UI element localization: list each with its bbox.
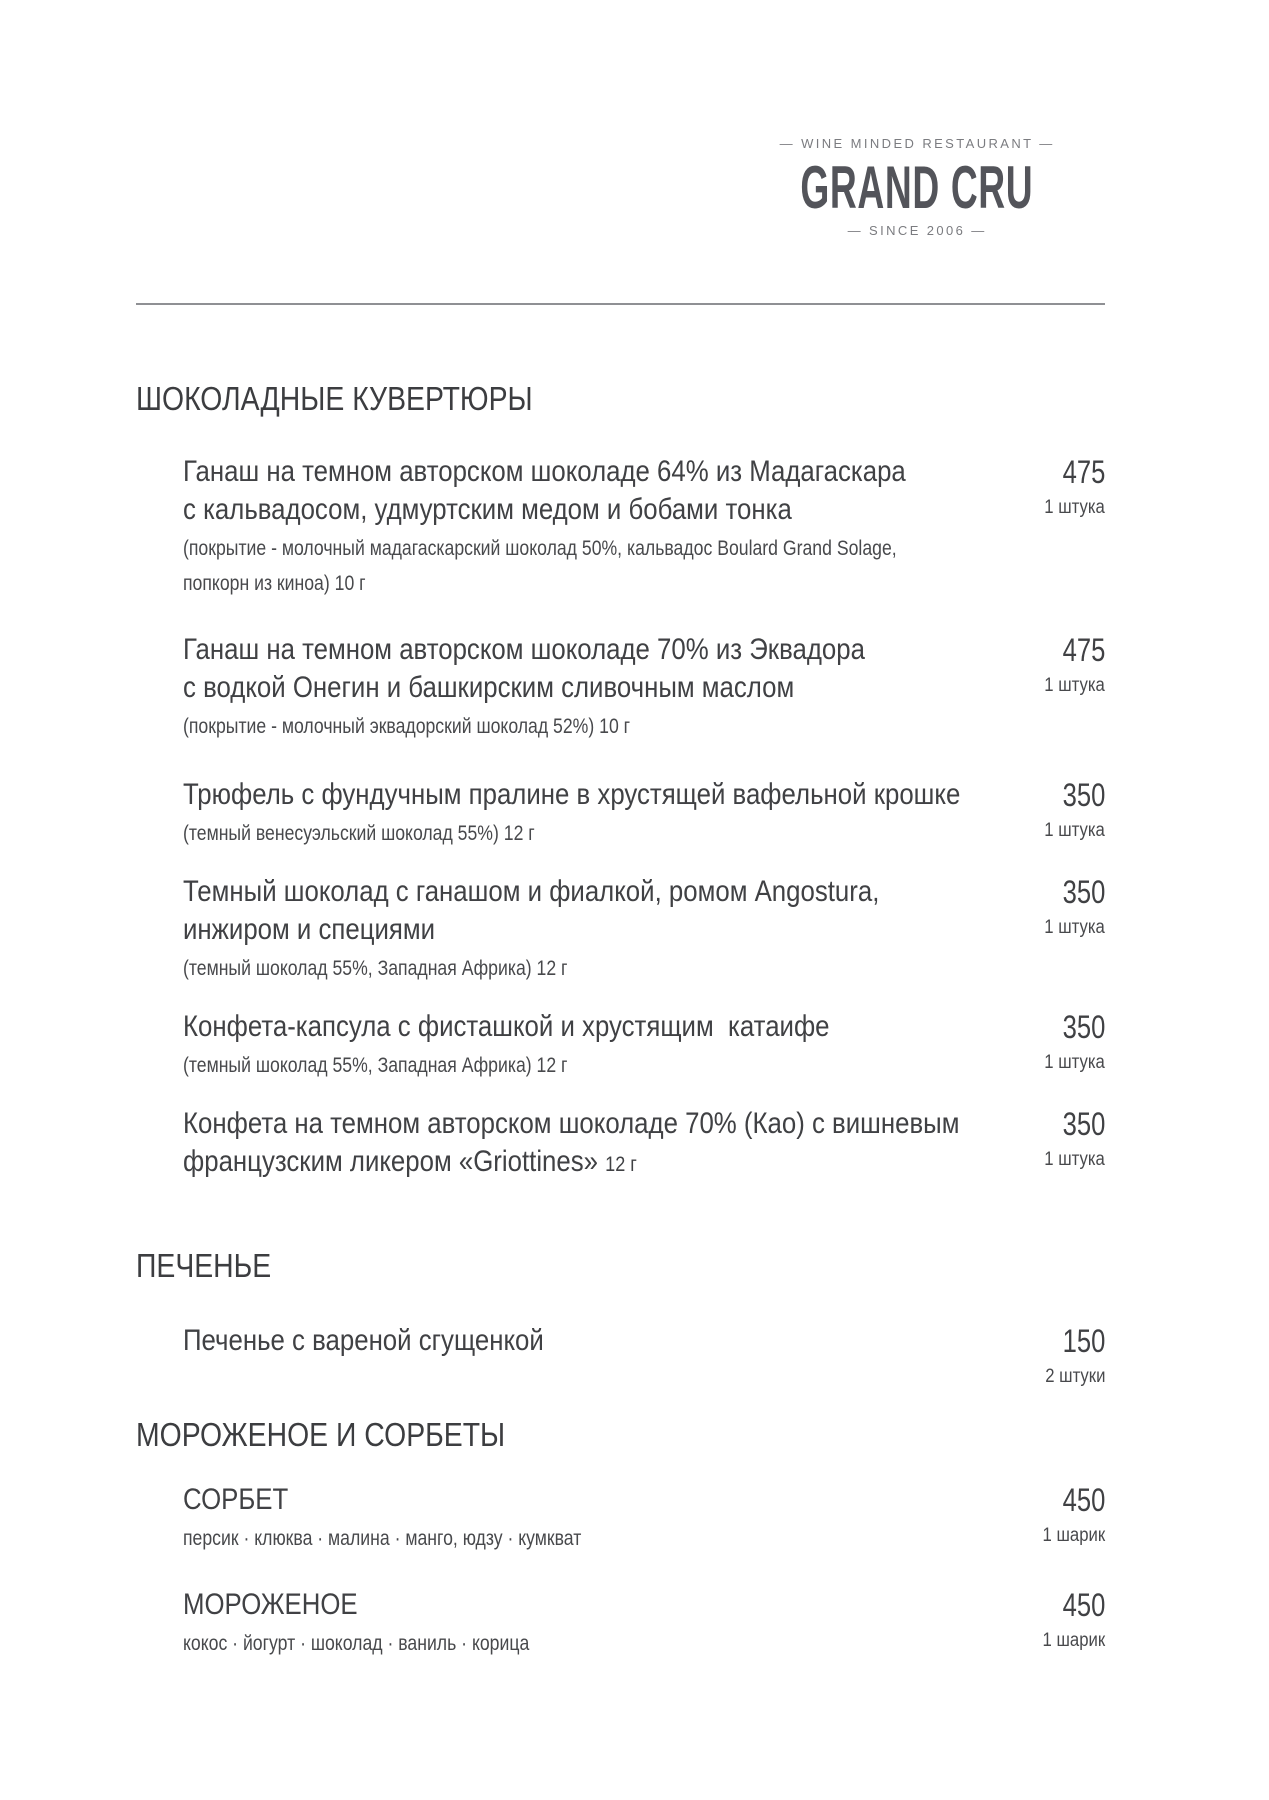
menu-item-price: 350	[1062, 1106, 1105, 1142]
menu-item-detail-line: попкорн из киноа) 10 г	[183, 572, 366, 595]
menu-item-text	[183, 1481, 1105, 1556]
section-items	[183, 1322, 1105, 1387]
menu-item-detail-line: (темный венесуэльский шоколад 55%) 12 г	[183, 822, 535, 845]
menu-item-price: 150	[1062, 1323, 1105, 1359]
menu-body	[136, 379, 1105, 1661]
menu-item-text	[183, 453, 1105, 601]
section-title: МОРОЖЕНОЕ И СОРБЕТЫ	[136, 1416, 506, 1453]
section-chocolate-couvertures	[136, 379, 1105, 1184]
menu-item-text	[183, 631, 1105, 744]
menu-item-price-block	[1036, 633, 1105, 697]
section-items	[183, 453, 1105, 1184]
menu-item-details	[183, 531, 955, 601]
menu-item-title-line: СОРБЕТ	[183, 1483, 289, 1516]
menu-item-unit: 1 штука	[1044, 917, 1105, 938]
menu-item	[183, 453, 1105, 601]
restaurant-logo	[729, 136, 1105, 239]
menu-item-price-block	[1036, 1107, 1105, 1171]
section-title: ПЕЧЕНЬЕ	[136, 1247, 272, 1284]
menu-item-title-line: Ганаш на темном авторском шоколаде 70% из Эквадора	[183, 633, 865, 666]
menu-item-text	[183, 1586, 1105, 1661]
menu-item-unit: 1 шарик	[1042, 1630, 1105, 1651]
menu-item-text	[183, 1105, 1105, 1184]
menu-item-title-line: Трюфель с фундучным пралине в хрустящей вафельной крошке	[183, 778, 961, 811]
menu-item-price-block	[1036, 778, 1105, 842]
menu-item-unit: 1 штука	[1044, 1052, 1105, 1073]
menu-item-detail-line: (темный шоколад 55%, Западная Африка) 12 г	[183, 1054, 568, 1077]
menu-item-title-line: с водкой Онегин и башкирским сливочным маслом	[183, 671, 795, 704]
menu-item-title-line: с кальвадосом, удмуртским медом и бобами тонка	[183, 493, 792, 526]
menu-item-unit: 1 шарик	[1042, 1525, 1105, 1546]
menu-item-detail-line: (покрытие - молочный эквадорский шоколад 52%) 10 г	[183, 715, 631, 738]
menu-item-price-block	[1034, 1483, 1105, 1547]
menu-item-unit: 1 штука	[1044, 1149, 1105, 1170]
menu-item-text	[183, 776, 1105, 851]
menu-item-price: 350	[1062, 777, 1105, 813]
menu-item-text	[183, 1322, 1105, 1360]
menu-item-price-block	[1036, 1010, 1105, 1074]
menu-item-text	[183, 873, 1105, 986]
restaurant-name: GRAND CRU	[800, 154, 1034, 221]
menu-item-details	[183, 1626, 955, 1661]
menu-item-text	[183, 1008, 1105, 1083]
menu-item-title-line: французским ликером «Griottines» 12 г	[183, 1145, 637, 1178]
section-items	[183, 1481, 1105, 1661]
menu-item	[183, 1105, 1105, 1184]
menu-item-title-line: Конфета на темном авторском шоколаде 70% (Као) с вишневым	[183, 1107, 960, 1140]
menu-item-price-block	[1034, 1588, 1105, 1652]
masthead	[136, 0, 1105, 239]
menu-item	[183, 631, 1105, 744]
menu-item-title-line: МОРОЖЕНОЕ	[183, 1588, 358, 1621]
menu-item-title-line: Конфета-капсула с фисташкой и хрустящим катаифе	[183, 1010, 830, 1043]
menu-item-title-line: Ганаш на темном авторском шоколаде 64% из Мадагаскара	[183, 455, 906, 488]
menu-item-unit: 1 штука	[1044, 675, 1105, 696]
menu-item-title-line: инжиром и специями	[183, 913, 436, 946]
menu-item-price-block	[1036, 875, 1105, 939]
menu-item-price-block	[1036, 455, 1105, 519]
menu-item-unit: 1 штука	[1044, 820, 1105, 841]
menu-item	[183, 873, 1105, 986]
menu-item-title-line: Печенье с вареной сгущенкой	[183, 1324, 544, 1357]
section-cookies	[136, 1246, 1105, 1387]
menu-item-price: 350	[1062, 1009, 1105, 1045]
section-title: ШОКОЛАДНЫЕ КУВЕРТЮРЫ	[136, 380, 533, 417]
menu-item-title-line: Темный шоколад с ганашом и фиалкой, ромом Angostura,	[183, 875, 880, 908]
menu-item-price: 475	[1062, 454, 1105, 490]
logo-tagline-bottom: — SINCE 2006 —	[847, 223, 987, 238]
menu-item-detail-line: (темный шоколад 55%, Западная Африка) 12 г	[183, 957, 568, 980]
section-icecream-sorbets	[136, 1415, 1105, 1661]
menu-item	[183, 1322, 1105, 1387]
menu-item	[183, 1008, 1105, 1083]
menu-item-price: 450	[1062, 1587, 1105, 1623]
menu-item-details	[183, 709, 955, 744]
menu-item	[183, 776, 1105, 851]
menu-item-flavors: персик · клюква · малина · манго, юдзу · кумкват	[183, 1527, 582, 1550]
logo-tagline-top: — WINE MINDED RESTAURANT —	[779, 136, 1055, 151]
menu-item-unit: 1 штука	[1044, 497, 1105, 518]
menu-item-price: 350	[1062, 874, 1105, 910]
menu-item-details	[183, 1048, 955, 1083]
menu-item	[183, 1586, 1105, 1661]
menu-item-price: 450	[1062, 1482, 1105, 1518]
menu-item-price-block	[1037, 1324, 1105, 1388]
menu-item-flavors: кокос · йогурт · шоколад · ваниль · корица	[183, 1632, 530, 1655]
menu-item-price: 475	[1062, 632, 1105, 668]
menu-item-unit: 2 штуки	[1044, 1366, 1105, 1387]
menu-item-details	[183, 951, 955, 986]
menu-item-details	[183, 816, 955, 851]
menu-item-detail-line: (покрытие - молочный мадагаскарский шоколад 50%, кальвадос Boulard Grand Solage,	[183, 537, 897, 560]
menu-item-details	[183, 1521, 955, 1556]
menu-item-weight: 12 г	[605, 1153, 637, 1176]
menu-item	[183, 1481, 1105, 1556]
header-divider	[136, 303, 1105, 305]
